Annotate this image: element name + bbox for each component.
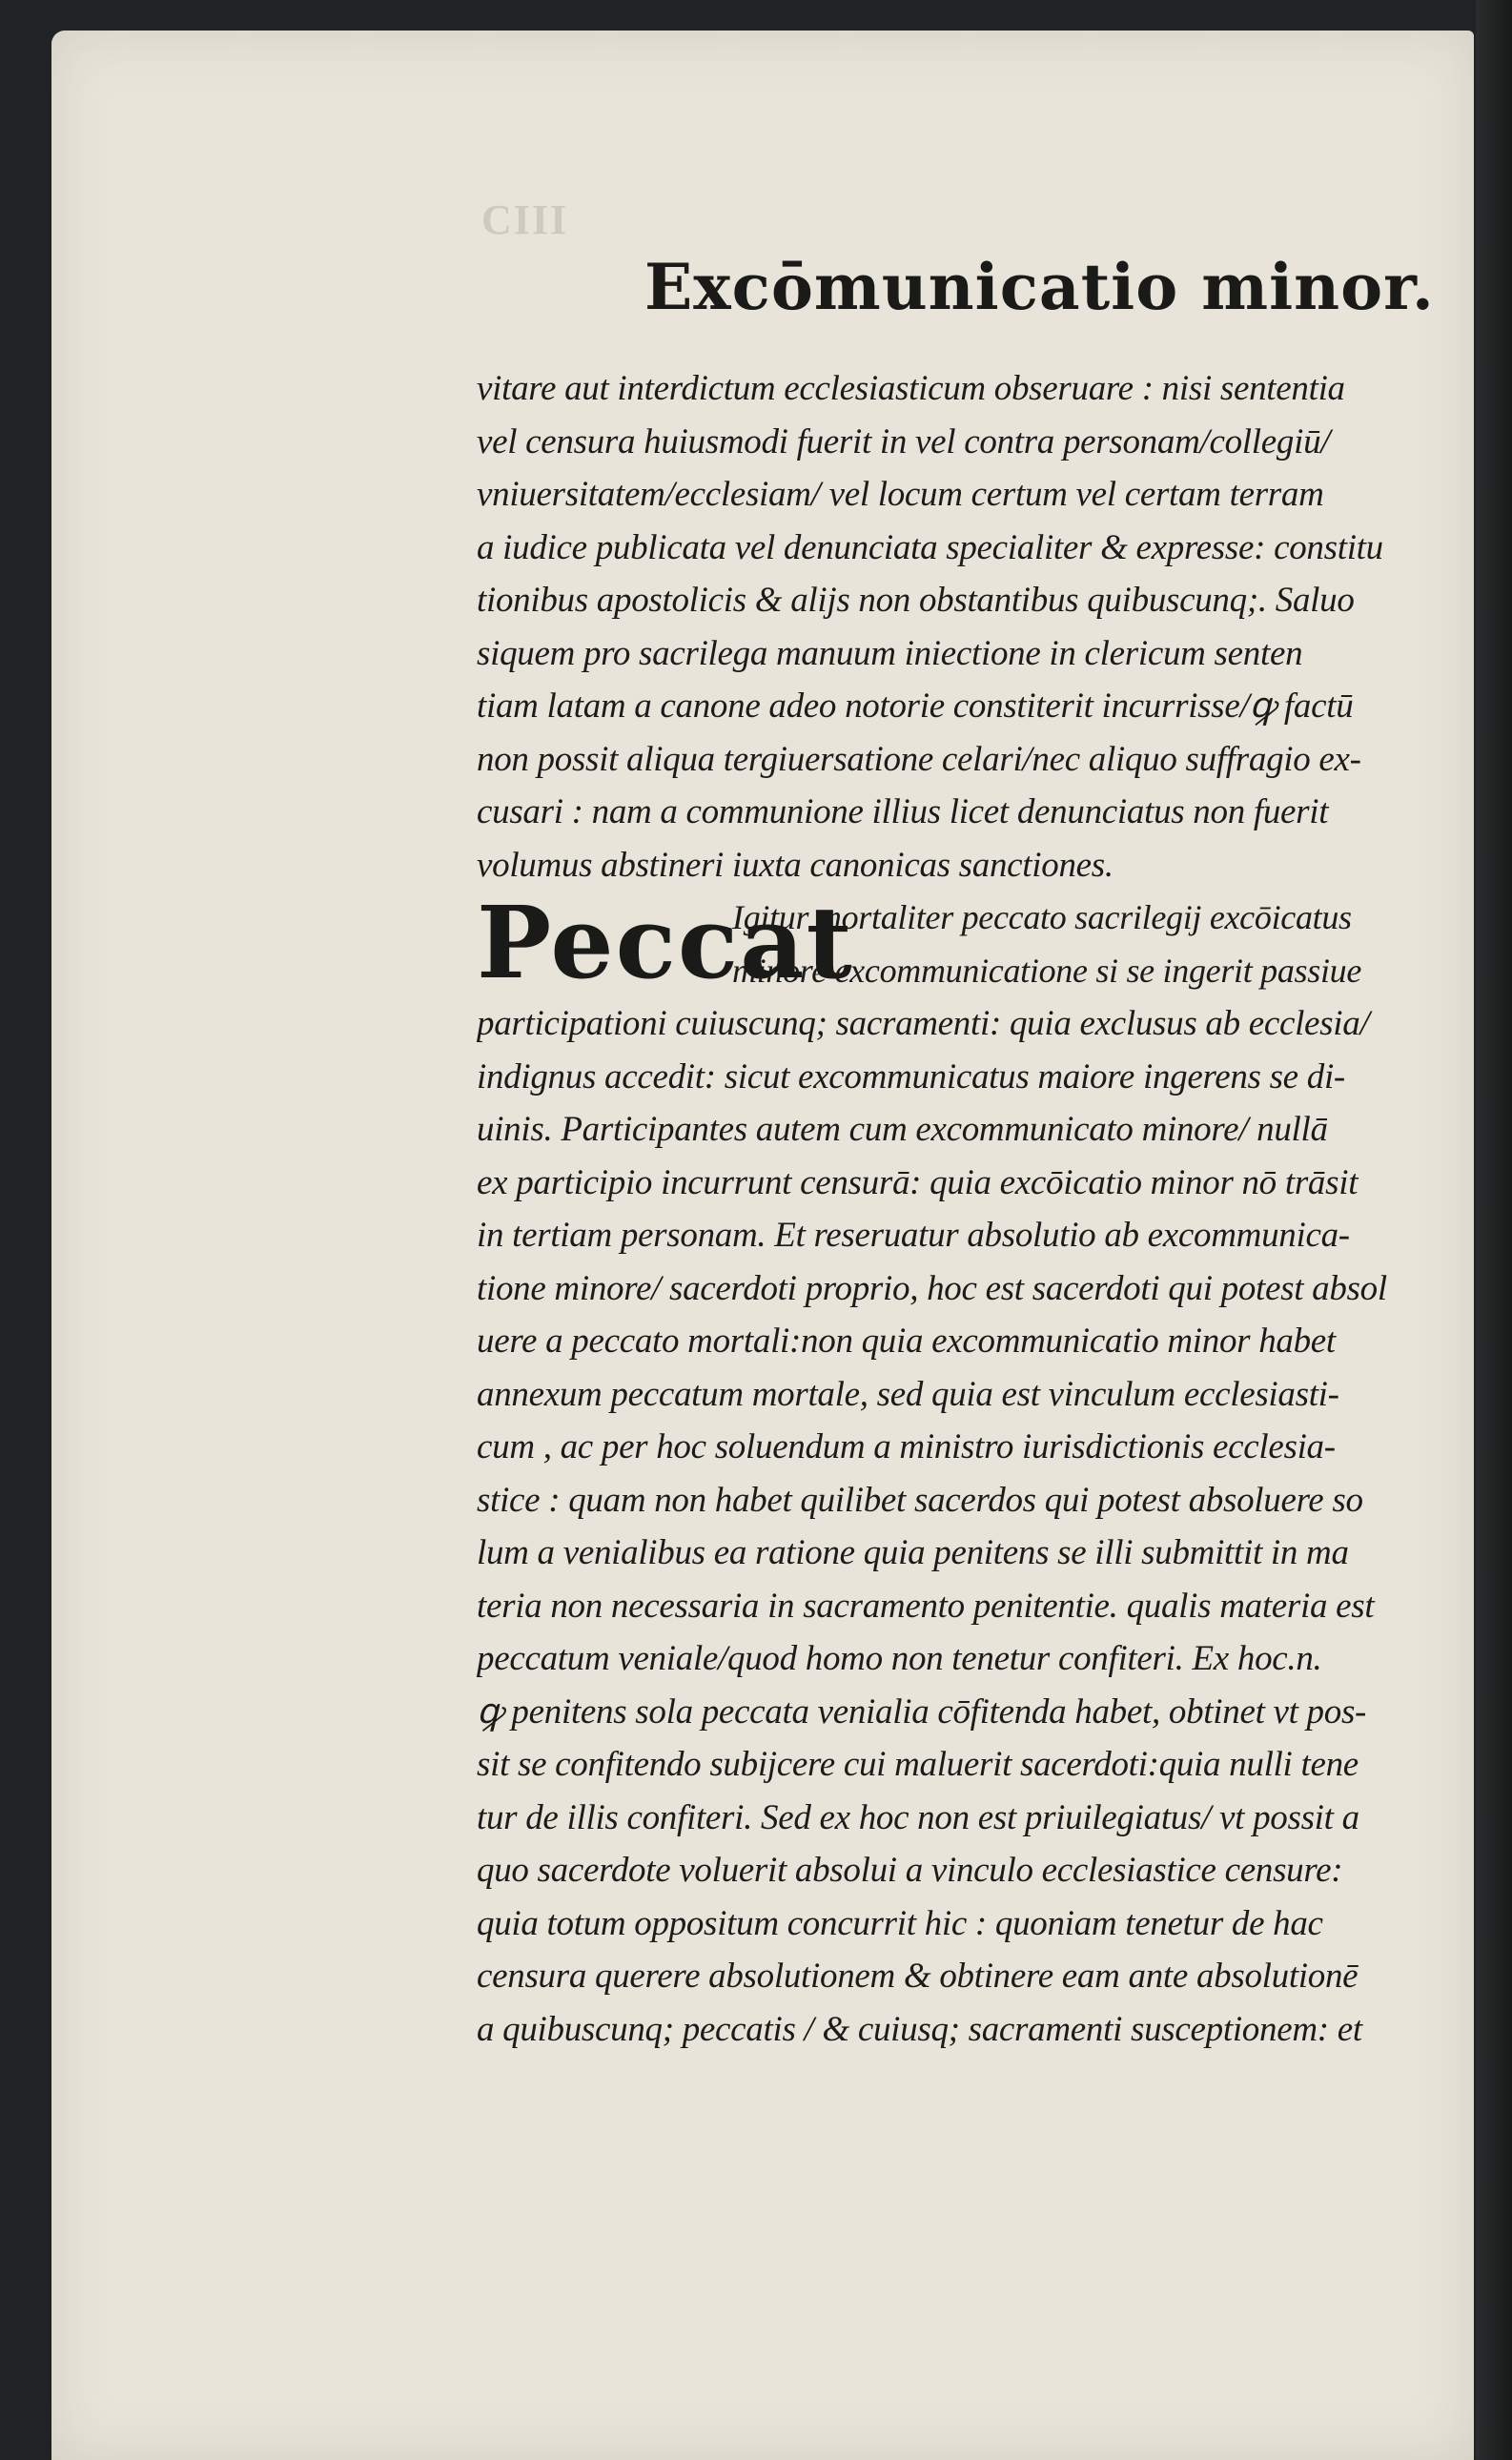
text-line: cusari : nam a communione illius licet denunciatus non fuerit xyxy=(477,792,1329,831)
text-line: vniuersitatem/ecclesiam/ vel locum certum vel certam terram xyxy=(477,475,1324,514)
text-line: in tertiam personam. Et reseruatur absolutio ab excommunica- xyxy=(477,1216,1350,1255)
scan-border xyxy=(1476,0,1512,2460)
text-line: indignus accedit: sicut excommunicatus maiore ingerens se di- xyxy=(477,1056,1345,1097)
text-line: censura querere absolutionem & obtinere eam ante absolutionē xyxy=(477,1957,1359,1996)
page-title: Excōmunicatio minor. xyxy=(644,250,1435,324)
text-line: tur de illis confiteri. Sed ex hoc non est priuilegiatus/ vt possit a xyxy=(477,1797,1359,1837)
text-line: teria non necessaria in sacramento penitentie. qualis materia est xyxy=(477,1586,1375,1626)
text-line: annexum peccatum mortale, sed quia est vinculum ecclesiasti- xyxy=(477,1374,1339,1414)
text-line: sit se confitendo subijcere cui maluerit sacerdoti:quia nulli tene xyxy=(477,1745,1359,1784)
text-line: tione minore/ sacerdoti proprio, hoc est sacerdoti qui potest absol xyxy=(477,1268,1387,1308)
text-line: minore excommunicatione si se ingerit passiue xyxy=(732,951,1362,990)
text-line: non possit aliqua tergiuersatione celari/nec aliquo suffragio ex- xyxy=(477,739,1361,779)
text-line: participationi cuiuscunq; sacramenti: quia exclusus ab ecclesia/ xyxy=(477,1004,1370,1043)
initial-word: Peccat xyxy=(477,884,854,1001)
text-line: tiam latam a canone adeo notorie constiterit incurrisse/ꝙ factū xyxy=(477,687,1354,726)
text-line: ꝙ penitens sola peccata venialia cōfitenda habet, obtinet vt pos- xyxy=(477,1691,1367,1732)
initial-side-lines xyxy=(732,892,1449,997)
text-line: lum a venialibus ea ratione quia penitens se illi submittit in ma xyxy=(477,1533,1349,1572)
text-line: vitare aut interdictum ecclesiasticum obseruare : nisi sententia xyxy=(477,369,1345,408)
text-line: Igitur mortaliter peccato sacrilegij excōicatus xyxy=(732,898,1352,936)
text-line: cum , ac per hoc soluendum a ministro iurisdictionis ecclesia- xyxy=(477,1427,1336,1466)
text-line: peccatum veniale/quod homo non tenetur confiteri. Ex hoc.n. xyxy=(477,1639,1322,1678)
text-line: tionibus apostolicis & alijs non obstantibus quibuscunq;. Saluo xyxy=(477,581,1355,620)
text-line: uere a peccato mortali:non quia excommunicatio minor habet xyxy=(477,1322,1336,1361)
text-line: quia totum oppositum concurrit hic : quoniam tenetur de hac xyxy=(477,1903,1323,1943)
text-line: siquem pro sacrilega manuum iniectione in clericum senten xyxy=(477,633,1303,673)
text-line: ex participio incurrunt censurā: quia excōicatio minor nō trāsit xyxy=(477,1162,1359,1202)
text-line: a quibuscunq; peccatis / & cuiusq; sacramenti susceptionem: et xyxy=(477,2009,1362,2049)
text-line: vel censura huiusmodi fuerit in vel contra personam/collegiū/ xyxy=(477,421,1331,461)
initial-word-row xyxy=(477,884,1449,1001)
text-line: volumus abstineri iuxta canonicas sanctiones. xyxy=(477,845,1114,885)
text-line: uinis. Participantes autem cum excommunicato minore/ nullā xyxy=(477,1110,1328,1149)
text-line: quo sacerdote voluerit absolui a vinculo ecclesiastice censure: xyxy=(477,1851,1343,1890)
text-line: a iudice publicata vel denunciata specialiter & expresse: constitu xyxy=(477,527,1383,567)
text-line: stice : quam non habet quilibet sacerdos qui potest absoluere so xyxy=(477,1480,1363,1520)
body-text xyxy=(477,362,1449,2056)
paragraph-first xyxy=(477,362,1449,892)
paragraph-second xyxy=(477,997,1449,2056)
faint-folio-mark: CIII xyxy=(481,196,569,243)
